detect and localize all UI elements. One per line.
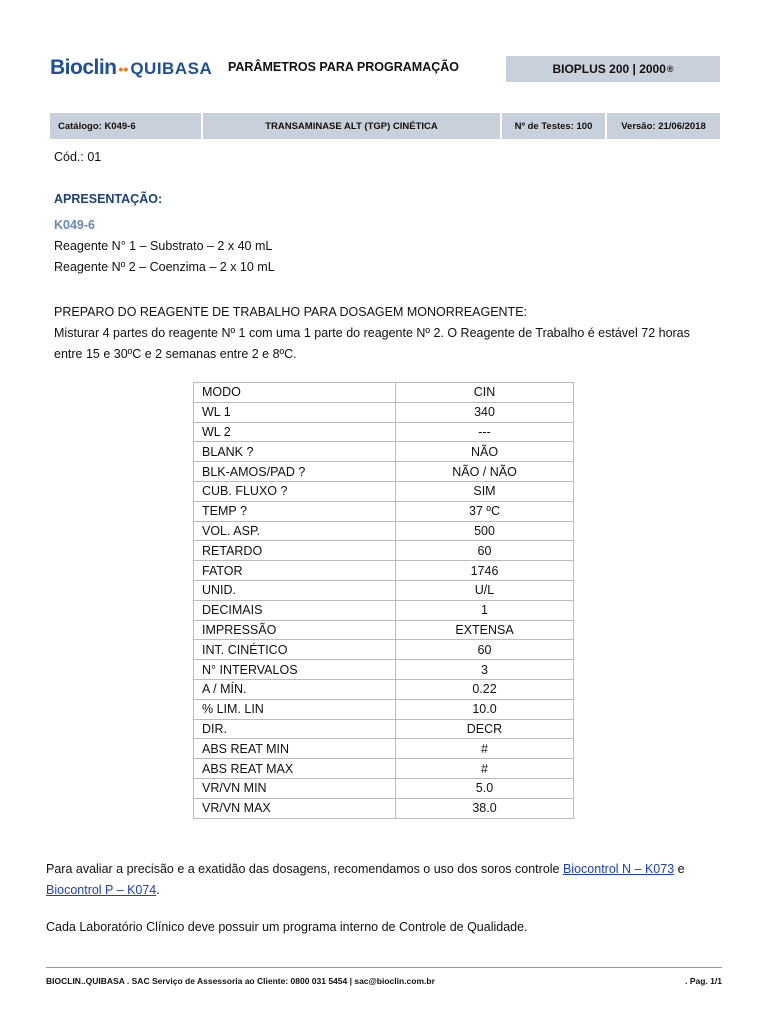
info-bar xyxy=(50,113,720,139)
param-value: U/L xyxy=(396,580,574,600)
param-value: 38.0 xyxy=(396,798,574,818)
presentation-code: K049-6 xyxy=(54,218,95,232)
logo-bioclin-text: Bioclin xyxy=(50,56,117,79)
document-title: PARÂMETROS PARA PROGRAMAÇÃO xyxy=(228,60,460,74)
parameters-table xyxy=(193,382,574,819)
table-row xyxy=(194,383,574,403)
preparation-line-2: entre 15 e 30ºC e 2 semanas entre 2 e 8ºC. xyxy=(54,347,297,361)
param-name: IMPRESSÃO xyxy=(194,620,396,640)
footer-divider xyxy=(46,967,722,968)
param-value: 60 xyxy=(396,640,574,660)
param-value: 10.0 xyxy=(396,699,574,719)
table-row xyxy=(194,620,574,640)
recommendation-line-1 xyxy=(46,859,685,880)
param-name: TEMP ? xyxy=(194,501,396,521)
table-row xyxy=(194,679,574,699)
table-row xyxy=(194,521,574,541)
recommendation-line-2 xyxy=(46,880,160,901)
table-row xyxy=(194,778,574,798)
recommendation-conjunction: e xyxy=(674,862,685,876)
table-row xyxy=(194,422,574,442)
param-name: RETARDO xyxy=(194,541,396,561)
table-row xyxy=(194,719,574,739)
param-value: --- xyxy=(396,422,574,442)
table-row xyxy=(194,759,574,779)
presentation-heading: APRESENTAÇÃO: xyxy=(54,192,163,206)
presentation-line-2: Reagente Nº 2 – Coenzima – 2 x 10 mL xyxy=(54,260,275,274)
table-row xyxy=(194,442,574,462)
param-name: VR/VN MIN xyxy=(194,778,396,798)
num-tests-cell: Nº de Testes: 100 xyxy=(502,113,605,139)
param-name: INT. CINÉTICO xyxy=(194,640,396,660)
table-row xyxy=(194,561,574,581)
table-row xyxy=(194,798,574,818)
param-value: NÃO xyxy=(396,442,574,462)
bioclin-quibasa-logo xyxy=(50,56,212,84)
catalog-cell: Catálogo: K049-6 xyxy=(50,113,201,139)
param-name: WL 1 xyxy=(194,402,396,422)
param-name: BLANK ? xyxy=(194,442,396,462)
product-name: BIOPLUS 200 | 2000 xyxy=(552,62,666,76)
cod-label: Cód.: 01 xyxy=(54,150,102,164)
param-value: 60 xyxy=(396,541,574,561)
footer xyxy=(46,976,722,986)
table-row xyxy=(194,481,574,501)
test-name-cell: TRANSAMINASE ALT (TGP) CINÉTICA xyxy=(203,113,500,139)
param-name: VR/VN MAX xyxy=(194,798,396,818)
biocontrol-p-link[interactable]: Biocontrol P – K074 xyxy=(46,883,157,897)
param-name: DECIMAIS xyxy=(194,600,396,620)
param-value: 3 xyxy=(396,660,574,680)
logo-quibasa-text: QUIBASA xyxy=(130,59,213,78)
param-name: % LIM. LIN xyxy=(194,699,396,719)
table-row xyxy=(194,739,574,759)
param-name: A / MÍN. xyxy=(194,679,396,699)
param-name: ABS REAT MAX xyxy=(194,759,396,779)
param-value: NÃO / NÃO xyxy=(396,462,574,482)
table-row xyxy=(194,699,574,719)
param-value: # xyxy=(396,739,574,759)
param-value: CIN xyxy=(396,383,574,403)
table-row xyxy=(194,640,574,660)
table-row xyxy=(194,600,574,620)
table-row xyxy=(194,501,574,521)
param-name: CUB. FLUXO ? xyxy=(194,481,396,501)
table-row xyxy=(194,462,574,482)
param-value: 500 xyxy=(396,521,574,541)
table-row xyxy=(194,580,574,600)
recommendation-text: Para avaliar a precisão e a exatidão das dosagens, recomendamos o uso dos soros controle xyxy=(46,862,563,876)
presentation-line-1: Reagente N° 1 – Substrato – 2 x 40 mL xyxy=(54,239,273,253)
param-value: # xyxy=(396,759,574,779)
param-value: 1746 xyxy=(396,561,574,581)
page-number: . Pag. 1/1 xyxy=(685,976,722,986)
param-value: 340 xyxy=(396,402,574,422)
param-value: EXTENSA xyxy=(396,620,574,640)
recommendation-period: . xyxy=(156,883,160,897)
param-name: BLK-AMOS/PAD ? xyxy=(194,462,396,482)
param-name: UNID. xyxy=(194,580,396,600)
param-value: 5.0 xyxy=(396,778,574,798)
param-value: SIM xyxy=(396,481,574,501)
param-value: 0.22 xyxy=(396,679,574,699)
param-name: WL 2 xyxy=(194,422,396,442)
param-name: FATOR xyxy=(194,561,396,581)
param-name: VOL. ASP. xyxy=(194,521,396,541)
param-name: N° INTERVALOS xyxy=(194,660,396,680)
param-value: DECR xyxy=(396,719,574,739)
table-row xyxy=(194,541,574,561)
logo-dots: •• xyxy=(118,61,129,77)
registered-mark: ® xyxy=(666,64,674,74)
preparation-heading: PREPARO DO REAGENTE DE TRABALHO PARA DOSAGEM MONORREAGENTE: xyxy=(54,305,528,319)
table-row xyxy=(194,402,574,422)
param-name: MODO xyxy=(194,383,396,403)
param-name: ABS REAT MIN xyxy=(194,739,396,759)
param-value: 1 xyxy=(396,600,574,620)
biocontrol-n-link[interactable]: Biocontrol N – K073 xyxy=(562,862,675,876)
footer-contact: BIOCLIN..QUIBASA . SAC Serviço de Assessoria ao Cliente: 0800 031 5454 | sac@bioclin.com.br xyxy=(46,976,435,986)
table-row xyxy=(194,660,574,680)
version-cell: Versão: 21/06/2018 xyxy=(607,113,720,139)
quality-control-note: Cada Laboratório Clínico deve possuir um programa interno de Controle de Qualidade. xyxy=(46,920,528,934)
param-name: DIR. xyxy=(194,719,396,739)
preparation-line-1: Misturar 4 partes do reagente Nº 1 com uma 1 parte do reagente Nº 2. O Reagente de Trabalho é estável 72 horas xyxy=(54,326,690,340)
product-box xyxy=(506,56,720,82)
param-value: 37 ºC xyxy=(396,501,574,521)
